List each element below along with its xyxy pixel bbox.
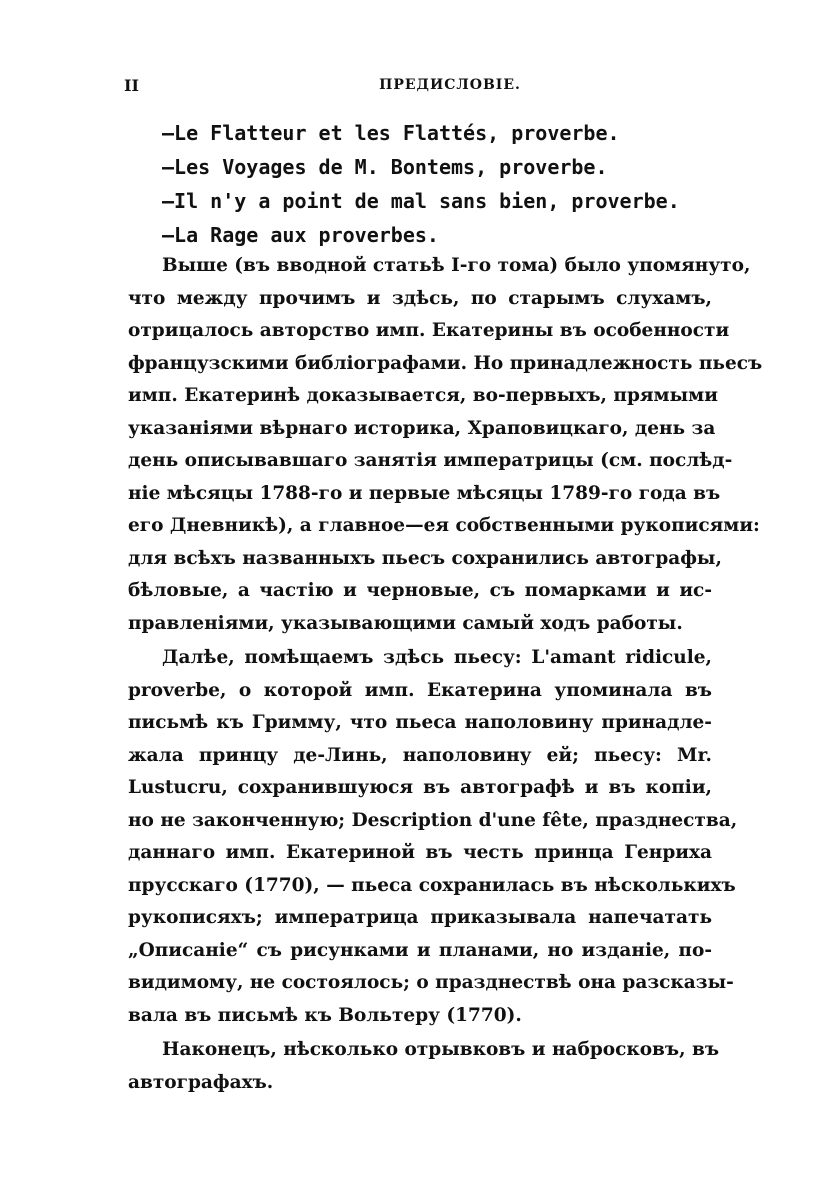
list-item: —Les Voyages de M. Bontems, proverbe. (162, 155, 608, 179)
text-line: Наконецъ, нѣсколько отрывковъ и набросковъ, въ (162, 1039, 720, 1060)
text-line: письмѣ къ Гримму, что пьеса наполовину принадле- (128, 712, 712, 733)
text-line: для всѣхъ названныхъ пьесъ сохранились автографы, (128, 547, 722, 569)
text-line: Далѣе, помѣщаемъ здѣсь пьесу: L'amant ridicule, (162, 647, 712, 668)
text-line: указаніями вѣрнаго историка, Храповицкаго, день за (128, 417, 716, 439)
text-line: бѣловые, а частію и черновые, съ помарками и ис- (128, 580, 712, 601)
text-line: имп. Екатеринѣ доказывается, во-первыхъ, прямыми (128, 385, 718, 406)
text-line: но не законченную; Description d'une fête, празднества, (128, 809, 738, 831)
paragraph-authorship (128, 250, 763, 640)
list-item: —La Rage aux proverbes. (162, 223, 439, 247)
paragraph-fragments (128, 1034, 720, 1099)
text-line: ніе мѣсяцы 1788-го и первые мѣсяцы 1789-го года въ (128, 482, 721, 504)
paragraph-plays (128, 642, 738, 1032)
running-title: ПРЕДИСЛОВІЕ. (379, 77, 521, 93)
text-line: французскими библіографами. Но принадлежность пьесъ (128, 352, 763, 374)
text-line: вала въ письмѣ къ Вольтеру (1770). (128, 1004, 522, 1026)
page-number: II (124, 76, 139, 95)
proverb-list (162, 116, 722, 252)
list-item: —Le Flatteur et les Flattés, proverbe. (162, 121, 620, 145)
text-line: что между прочимъ и здѣсь, по старымъ слухамъ, (128, 287, 712, 309)
text-line: Lustucru, сохранившуюся въ автографѣ и въ копіи, (128, 777, 712, 798)
list-item: —Il n'y a point de mal sans bien, proverbe. (162, 189, 680, 213)
text-line: жала принцу де-Линь, наполовину ей; пьесу: Mr. (128, 744, 712, 766)
text-line: видимому, не состоялось; о празднествѣ она разсказы- (128, 972, 734, 993)
text-line: его Дневникѣ), а главное—ея собственными рукописями: (128, 515, 760, 536)
text-line: прусскаго (1770), — пьеса сохранилась въ нѣсколькихъ (128, 874, 736, 896)
text-line: автографахъ. (128, 1071, 274, 1093)
text-line: proverbe, о которой имп. Екатерина упоминала въ (128, 679, 712, 701)
text-line: Выше (въ вводной статьѣ I-го тома) было упомянуто, (162, 255, 751, 276)
text-line: отрицалось авторство имп. Екатерины въ особенности (128, 320, 730, 341)
text-line: день описывавшаго занятія императрицы (см. послѣд- (128, 450, 733, 471)
text-line: рукописяхъ; императрица приказывала напечатать (128, 907, 712, 928)
text-line: правленіями, указывающими самый ходъ работы. (128, 612, 683, 634)
text-line: „Описаніе“ съ рисунками и планами, но изданіе, по- (128, 939, 712, 961)
text-line: даннаго имп. Екатериной въ честь принца Генриха (128, 842, 712, 863)
